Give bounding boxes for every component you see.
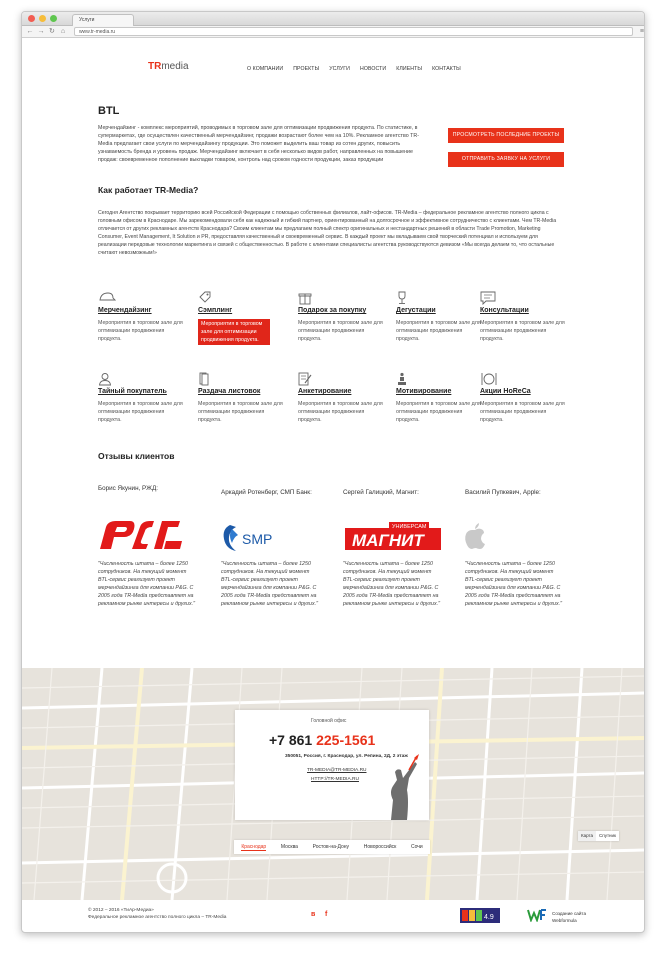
service-card[interactable] [98, 372, 188, 424]
view-projects-button[interactable]: ПРОСМОТРЕТЬ ПОСЛЕДНИЕ ПРОЕКТЫ [448, 128, 564, 143]
about-text: Сегодня Агентство покрывает территорию всей Российской Федерации с помощью собственных филиалов, лайт-офисов. TR-Media – федеральное рекламное агентство полного цикла с головным офисом в Краснодаре. Мы зарекомендовали себя как надежный и гибкий партнер, ориентированный на долгосрочное и эффективное сотрудничество с клиентами. Чем TR-Media отличается от других рекламных агентств Краснодара? Своим клиентам мы предлагаем полный спектр оригинальных и нестандартных решений в области Trade Promotion, Marketing Consumer, Event Management, It Solution и PR, предоставляя качественный и своевременный сервис. В каждый проект мы вкладываем свой творческий потенциал и используем для реализации передовые технологии маркетинга и связей с общественностью. В работе с клиентами специалисты агентства руководствуются девизом «Мы всегда делаем то, что остальные считают невозможным!» [98, 210, 557, 256]
badge-text: 4.9 [484, 914, 494, 921]
service-title[interactable]: Раздача листовок [198, 388, 261, 395]
service-title[interactable]: Акции HoReCa [480, 388, 531, 395]
service-title[interactable]: Сэмплинг [198, 307, 233, 314]
service-title[interactable]: Дегустации [396, 307, 436, 314]
vk-icon[interactable]: в [311, 911, 316, 918]
minimize-window-button[interactable] [39, 15, 46, 22]
tag-icon [198, 291, 216, 305]
home-icon[interactable]: ⌂ [60, 27, 66, 35]
reviewer-name: Сергей Галицкий, Магнит: [343, 489, 419, 496]
gift-icon [298, 291, 316, 305]
city-tab-moscow[interactable]: Москва [280, 844, 298, 850]
office-address: 350051, Россия, г. Краснодар, ул. Репина, 2Д, 2 этаж [285, 754, 408, 759]
main-nav [247, 66, 461, 72]
service-card[interactable] [480, 291, 570, 343]
forward-arrow-icon[interactable]: → [37, 27, 45, 35]
tagline-text: Федеральное рекламное агентство полного цикла – TR-Media [88, 915, 227, 920]
service-card[interactable] [396, 291, 486, 343]
person-icon [98, 372, 116, 386]
leaflet-icon [198, 372, 216, 386]
webformula-logo-icon[interactable] [527, 908, 547, 922]
logo-media: media [161, 61, 189, 72]
service-title[interactable]: Подарок за покупку [298, 307, 367, 314]
service-card[interactable] [298, 372, 388, 424]
browser-tab[interactable]: Услуги [72, 14, 134, 26]
form-pen-icon [298, 372, 316, 386]
dev-line1: Создание сайта [552, 911, 587, 916]
magnit-logo-text: МАГНИТ [352, 531, 424, 550]
maximize-window-button[interactable] [50, 15, 57, 22]
window-controls [28, 15, 57, 22]
cap-icon [98, 291, 116, 305]
reviewer-name: Борис Якунин, РЖД: [98, 485, 159, 492]
footer-copyright [88, 907, 226, 921]
service-desc: Мероприятия в торговом зале для оптимизации продвижения продукта. [298, 401, 383, 423]
service-card[interactable] [98, 291, 188, 343]
dev-line2: Webformula [552, 918, 577, 923]
nav-projects[interactable]: ПРОЕКТЫ [293, 66, 320, 72]
intro-text: Мерчендайзинг - комплекс мероприятий, проводимых в торговом зале для оптимизации продвижения продукта. По статистике, в супермаркетах, где осуществлен качественный мерчендайзинг, продажи возрастают более чем на 10%. Рекламное агентство TR-Media предлагает свои услуги по мерчендайзингу продукции. Это поможет выделить ваш товар из сотен других, повысить узнаваемость бренда и уровень продаж. Мерчендайзинг включает в себя несколько видов работ, направленных на повышение продаж: своевременное пополнение выкладки товаром, контроль над сроком годности продукции, заказ продукции [98, 125, 419, 163]
service-card[interactable] [480, 372, 570, 424]
service-desc: Мероприятия в торговом зале для оптимизации продвижения продукта. [396, 320, 481, 342]
browser-toolbar [22, 26, 644, 38]
site-logo[interactable] [148, 61, 189, 72]
about-title: Как работает TR-Media? [98, 185, 199, 195]
apple-icon [464, 522, 486, 550]
statue-icon [379, 750, 419, 820]
service-desc: Мероприятия в торговом зале для оптимизации продвижения продукта. [480, 320, 565, 342]
page-title: BTL [98, 105, 120, 117]
phone-main: 225-1561 [316, 732, 376, 748]
reload-icon[interactable]: ↻ [49, 27, 55, 35]
menu-icon[interactable]: ≡ [639, 28, 644, 35]
trophy-icon [396, 372, 414, 386]
service-desc: Мероприятия в торговом зале для оптимизации продвижения продукта. [480, 401, 565, 423]
reviewer-name: Василий Пупкевич, Apple: [465, 489, 541, 496]
service-desc: Мероприятия в торговом зале для оптимизации продвижения продукта. [298, 320, 383, 342]
smp-logo-text: SMP [242, 531, 273, 547]
nav-news[interactable]: НОВОСТИ [359, 66, 387, 72]
contact-map[interactable] [22, 668, 645, 900]
developer-credit[interactable] [552, 910, 586, 924]
service-desc: Мероприятия в торговом зале для оптимизации продвижения продукта. [396, 401, 481, 423]
service-title[interactable]: Мерчендайзинг [98, 307, 152, 314]
map-type-map[interactable]: Карта [578, 831, 596, 841]
back-arrow-icon[interactable]: ← [26, 27, 34, 35]
nav-about[interactable]: О КОМПАНИИ [247, 66, 284, 72]
office-label: Головной офис [311, 718, 347, 724]
service-title[interactable]: Консультации [480, 307, 529, 314]
review-text: "Численность штата – более 1250 сотрудников. На текущий момент BTL-сервис реализует проект мерчендайзинга для компании P&G. С 2005 года TR-Media представляет на рекламном рынке интересы и других." [98, 561, 195, 607]
city-tab-sochi[interactable]: Сочи [410, 844, 423, 850]
address-bar[interactable]: www.tr-media.ru [74, 27, 633, 36]
rating-badge-icon[interactable] [460, 908, 500, 923]
nav-contacts[interactable]: КОНТАКТЫ [432, 66, 461, 72]
page-content [22, 39, 645, 933]
map-type-satellite[interactable]: Спутник [599, 833, 617, 838]
chat-bubble-icon [480, 291, 498, 305]
city-tab-krasnodar[interactable]: Краснодар [241, 843, 267, 850]
email-link[interactable]: TR-MEDIA@TR-MEDIA.RU [307, 768, 367, 773]
facebook-icon[interactable]: f [325, 911, 328, 918]
reviewer-name: Аркадий Ротенберг, СМП Банк: [221, 489, 312, 496]
city-tab-rostov[interactable]: Ростов-на-Дону [312, 844, 350, 850]
service-card[interactable] [298, 291, 388, 343]
service-desc: Мероприятия в торговом зале для оптимизации продвижения продукта. [198, 401, 283, 423]
reviews-title: Отзывы клиентов [98, 451, 175, 461]
phone-number[interactable] [269, 732, 375, 748]
service-card[interactable] [198, 291, 288, 346]
title-bar [22, 12, 644, 26]
logo-tr: TR [148, 61, 162, 72]
city-tab-novorossiysk[interactable]: Новороссийск [363, 844, 397, 850]
service-desc: Мероприятия в торговом зале для оптимизации продвижения продукта. [98, 320, 183, 342]
service-title[interactable]: Тайный покупатель [98, 388, 167, 395]
service-title[interactable]: Анкетирование [298, 388, 352, 395]
nav-clients[interactable]: КЛИЕНТЫ [396, 66, 423, 72]
contact-card [235, 710, 429, 820]
service-title[interactable]: Мотивирование [396, 388, 452, 395]
browser-window [21, 11, 645, 933]
magnit-logo [343, 519, 443, 553]
plate-cutlery-icon [480, 372, 498, 386]
wine-glass-icon [396, 291, 414, 305]
close-window-button[interactable] [28, 15, 35, 22]
nav-services[interactable]: УСЛУГИ [329, 66, 350, 72]
phone-code: +7 861 [269, 732, 313, 748]
smp-logo [220, 523, 290, 553]
site-link[interactable]: HTTP://TR-MEDIA.RU [311, 777, 359, 782]
service-desc-highlighted: Мероприятия в торговом зале для оптимизации продвижения продукта. [198, 319, 270, 345]
review-text: "Численность штата – более 1250 сотрудников. На текущий момент BTL-сервис реализует проект мерчендайзинга для компании P&G. С 2005 года TR-Media представляет на рекламном рынке интересы и других." [465, 561, 562, 607]
service-card[interactable] [198, 372, 288, 424]
map-type-switch [578, 831, 619, 841]
review-text: "Численность штата – более 1250 сотрудников. На текущий момент BTL-сервис реализует проект мерчендайзинга для компании P&G. С 2005 года TR-Media представляет на рекламном рынке интересы и других." [221, 561, 318, 607]
review-text: "Численность штата – более 1250 сотрудников. На текущий момент BTL-сервис реализует проект мерчендайзинга для компании P&G. С 2005 года TR-Media представляет на рекламном рынке интересы и других." [343, 561, 440, 607]
city-tabs [234, 840, 430, 854]
copyright-text: © 2012 – 2016 «ТиАр-Медиа» [88, 908, 154, 913]
magnit-logo-small: УНИВЕРСАМ [392, 524, 427, 530]
send-request-button[interactable]: ОТПРАВИТЬ ЗАЯВКУ НА УСЛУГИ [448, 152, 564, 167]
service-desc: Мероприятия в торговом зале для оптимизации продвижения продукта. [98, 401, 183, 423]
rzd-logo [96, 517, 186, 551]
service-card[interactable] [396, 372, 486, 424]
